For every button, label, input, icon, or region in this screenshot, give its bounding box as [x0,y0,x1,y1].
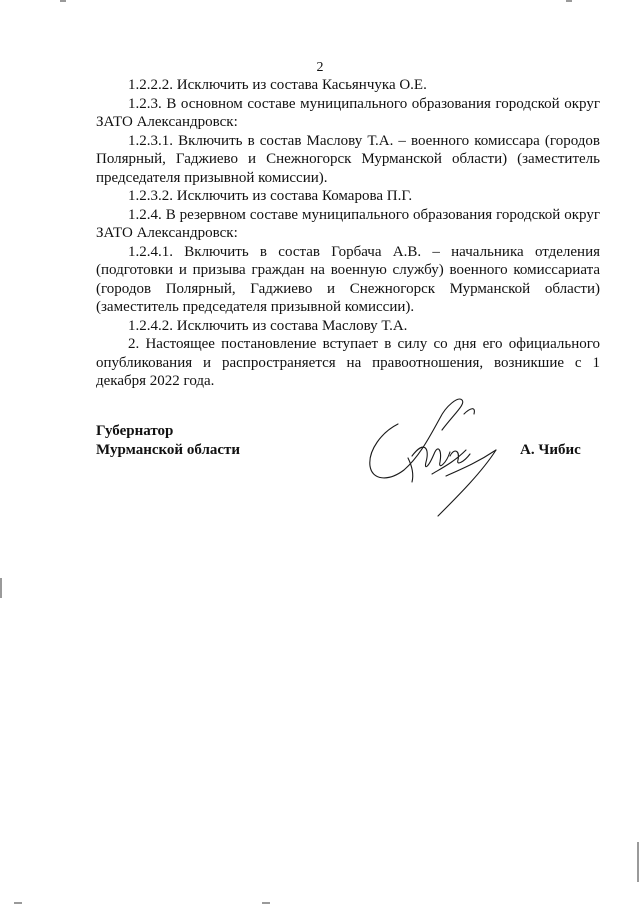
scan-edge-mark-top-right [566,0,572,2]
scan-edge-mark-top [60,0,66,2]
paragraph-1-2-4: 1.2.4. В резервном составе муниципального образования городской округ ЗАТО Александровск: [96,206,600,241]
paragraph-1-2-3-1: 1.2.3.1. Включить в состав Маслову Т.А. – военного комиссара (городов Полярный, Гаджиево и Снежногорск Мурманской области) (заместитель председателя призывной комиссии). [96,132,600,186]
page-number: 2 [316,60,324,75]
scan-edge-mark-bottom-center [262,902,270,904]
scan-edge-mark-right [637,842,639,882]
paragraph-1-2-2-2: 1.2.2.2. Исключить из состава Касьянчука О.Е. [128,77,427,93]
scan-edge-mark-left [0,578,2,598]
scan-edge-mark-bottom-left [14,902,22,904]
paragraph-1-2-3: 1.2.3. В основном составе муниципального образования городской округ ЗАТО Александровск: [96,95,600,130]
signer-name: А. Чибис [520,442,581,458]
paragraph-1-2-4-1: 1.2.4.1. Включить в состав Горбача А.В. – начальника отделения (подготовки и призыва граждан на военную службу) военного комиссариата (городов Полярный, Гаджиево и Снежногорск Мурманской области) (заместитель председателя призывной комиссии). [96,243,600,315]
document-body [96,76,600,391]
signer-title-line2: Мурманской области [96,442,241,458]
signature-block [96,422,600,532]
signer-title-line1: Губернатор [96,423,174,439]
paragraph-1-2-4-2: 1.2.4.2. Исключить из состава Маслову Т.А. [128,317,408,334]
paragraph-1-2-3-2: 1.2.3.2. Исключить из состава Комарова П.Г. [128,188,413,204]
handwritten-signature [354,392,514,522]
signer-title [96,422,240,460]
paragraph-2: 2. Настоящее постановление вступает в силу со дня его официального опубликования и распространяется на правоотношения, возникшие с 1 декабря 2022 года. [96,336,600,389]
